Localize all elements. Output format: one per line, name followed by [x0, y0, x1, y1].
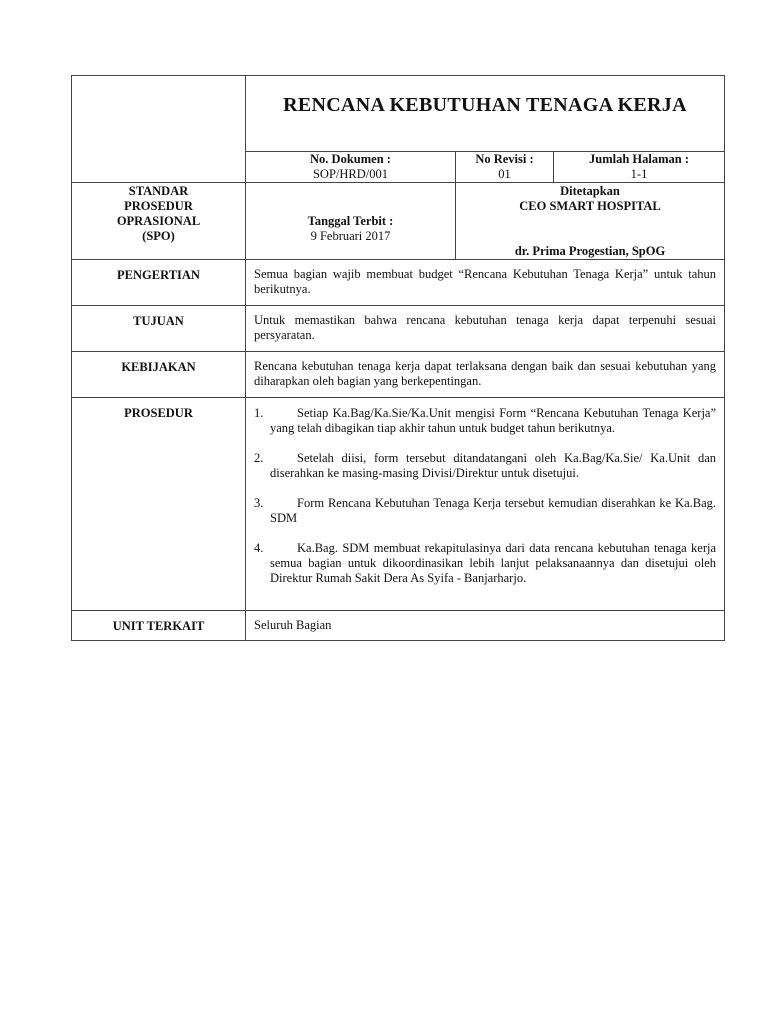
prosedur-step [254, 541, 716, 586]
approved-label: Ditetapkan [560, 184, 620, 198]
revision-cell [456, 152, 554, 183]
pages-cell [554, 152, 725, 183]
prosedur-label: PROSEDUR [72, 398, 246, 611]
doc-number-cell [246, 152, 456, 183]
approval-cell [456, 183, 725, 260]
step-number: 2. [254, 451, 264, 465]
tujuan-label: TUJUAN [72, 306, 246, 352]
step-text: Setelah diisi, form tersebut ditandatangani oleh Ka.Bag/Ka.Sie/ Ka.Unit dan diserahkan ke masing-masing Divisi/Direktur untuk disetujui. [270, 451, 717, 480]
revision-label: No Revisi : [475, 152, 534, 166]
step-number: 4. [254, 541, 264, 555]
title-cell [246, 76, 725, 152]
logo-cell [72, 76, 246, 183]
prosedur-step [254, 406, 716, 436]
approved-by: CEO SMART HOSPITAL [519, 199, 661, 213]
spo-line-2: PROSEDUR [124, 199, 193, 213]
pengertian-label: PENGERTIAN [72, 260, 246, 306]
issue-date-cell [246, 183, 456, 260]
spo-line-3: OPRASIONAL [116, 214, 201, 228]
spo-document [71, 75, 724, 641]
tujuan-text: Untuk memastikan bahwa rencana kebutuhan tenaga kerja dapat terpenuhi sesuai persyaratan. [246, 306, 725, 352]
unit-terkait-label: UNIT TERKAIT [72, 611, 246, 641]
revision-value: 01 [498, 167, 511, 181]
step-number: 1. [254, 406, 264, 420]
issue-date-label: Tanggal Terbit : [307, 214, 394, 228]
spo-line-1: STANDAR [128, 184, 189, 198]
step-number: 3. [254, 496, 264, 510]
pages-label: Jumlah Halaman : [589, 152, 690, 166]
unit-terkait-text: Seluruh Bagian [246, 611, 725, 641]
step-text: Ka.Bag. SDM membuat rekapitulasinya dari data rencana kebutuhan tenaga kerja semua bagian untuk dikoordinasikan lebih lanjut pelaksanaannya dan disetujui oleh Direktur Rumah Sakit Dera As Syifa - Banjarharjo. [270, 541, 717, 585]
pengertian-text: Semua bagian wajib membuat budget “Rencana Kebutuhan Tenaga Kerja” untuk tahun berikutnya. [246, 260, 725, 306]
doc-number-value: SOP/HRD/001 [312, 167, 389, 181]
spo-label-cell [72, 183, 246, 260]
doc-number-label: No. Dokumen : [310, 152, 391, 166]
step-text: Form Rencana Kebutuhan Tenaga Kerja tersebut kemudian diserahkan ke Ka.Bag. SDM [270, 496, 717, 525]
prosedur-step [254, 496, 716, 526]
kebijakan-text: Rencana kebutuhan tenaga kerja dapat terlaksana dengan baik dan sesuai kebutuhan yang diharapkan oleh bagian yang berkepentingan. [246, 352, 725, 398]
pages-value: 1-1 [630, 167, 648, 181]
signatory-name: dr. Prima Progestian, SpOG [514, 244, 666, 258]
prosedur-content [246, 398, 725, 611]
document-title: RENCANA KEBUTUHAN TENAGA KERJA [283, 94, 687, 116]
prosedur-step [254, 451, 716, 481]
spo-line-4: (SPO) [142, 229, 175, 243]
step-text: Setiap Ka.Bag/Ka.Sie/Ka.Unit mengisi Form “Rencana Kebutuhan Tenaga Kerja” yang telah dibagikan tiap akhir tahun untuk budget tahun berikutnya. [270, 406, 717, 435]
prosedur-list [254, 406, 716, 586]
spo-table [71, 75, 725, 641]
kebijakan-label: KEBIJAKAN [72, 352, 246, 398]
issue-date-value: 9 Februari 2017 [310, 229, 391, 243]
